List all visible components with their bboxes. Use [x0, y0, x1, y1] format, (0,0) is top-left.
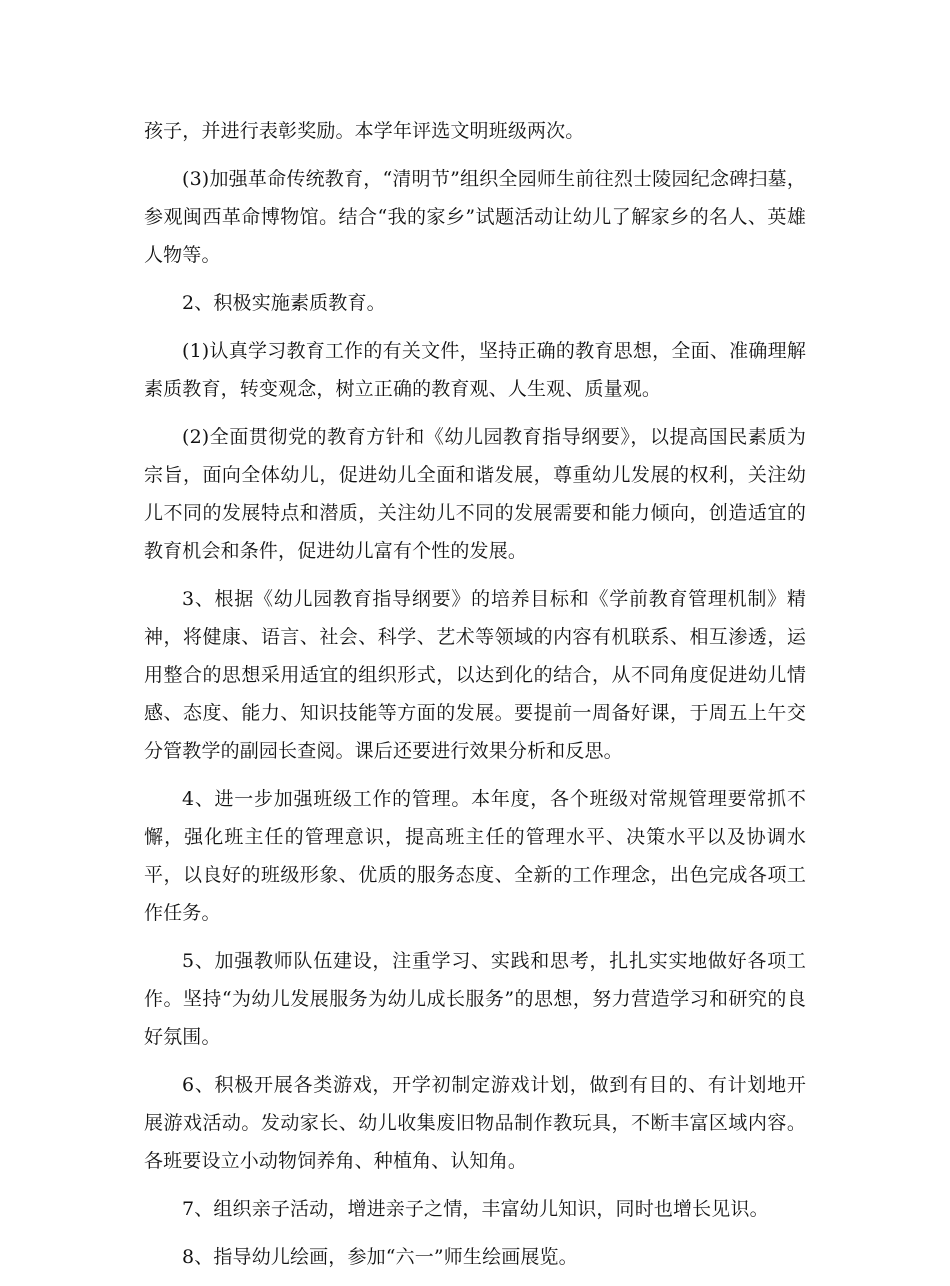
- paragraph-quality-education-heading: 2、积极实施素质教育。: [182, 292, 386, 314]
- paragraph-games: 6、积极开展各类游戏，开学初制定游戏计划，做到有目的、有计划地开展游戏活动。发动家长、幼儿收集废旧物品制作教玩具，不断丰富区域内容。各班要设立小动物饲养角、种植角、认知角。: [144, 1074, 806, 1172]
- paragraph-study-documents: (1)认真学习教育工作的有关文件，坚持正确的教育思想，全面、准确理解素质教育，转变观念，树立正确的教育观、人生观、质量观。: [144, 340, 806, 400]
- paragraph-teacher-team: 5、加强教师队伍建设，注重学习、实践和思考，扎扎实实地做好各项工作。坚持“为幼儿发展服务为幼儿成长服务”的思想，努力营造学习和研究的良好氛围。: [144, 950, 806, 1048]
- paragraph-curriculum-integration: 3、根据《幼儿园教育指导纲要》的培养目标和《学前教育管理机制》精神，将健康、语言、社会、科学、艺术等领域的内容有机联系、相互渗透，运用整合的思想采用适宜的组织形式，以达到化的结合，从不同角度促进幼儿情感、态度、能力、知识技能等方面的发展。要提前一周备好课，于周五上午交分管教学的副园长查阅。课后还要进行效果分析和反思。: [144, 588, 806, 762]
- document-body: [144, 112, 806, 1286]
- paragraph-revolutionary-tradition: (3)加强革命传统教育，“清明节”组织全园师生前往烈士陵园纪念碑扫墓，参观闽西革命博物馆。结合“我的家乡”试题活动让幼儿了解家乡的名人、英雄人物等。: [144, 168, 806, 266]
- paragraph-class-management: 4、进一步加强班级工作的管理。本年度，各个班级对常规管理要常抓不懈，强化班主任的管理意识，提高班主任的管理水平、决策水平以及协调水平，以良好的班级形象、优质的服务态度、全新的工作理念，出色完成各项工作任务。: [144, 788, 806, 924]
- paragraph-continued: 孩子，并进行表彰奖励。本学年评选文明班级两次。: [144, 120, 585, 142]
- paragraph-education-policy: (2)全面贯彻党的教育方针和《幼儿园教育指导纲要》，以提高国民素质为宗旨，面向全体幼儿，促进幼儿全面和谐发展，尊重幼儿发展的权利，关注幼儿不同的发展特点和潜质，关注幼儿不同的发展需要和能力倾向，创造适宜的教育机会和条件，促进幼儿富有个性的发展。: [144, 426, 806, 562]
- paragraph-parent-child: 7、组织亲子活动，增进亲子之情，丰富幼儿知识，同时也增长见识。: [182, 1198, 769, 1220]
- paragraph-painting: 8、指导幼儿绘画，参加“六一”师生绘画展览。: [182, 1246, 578, 1268]
